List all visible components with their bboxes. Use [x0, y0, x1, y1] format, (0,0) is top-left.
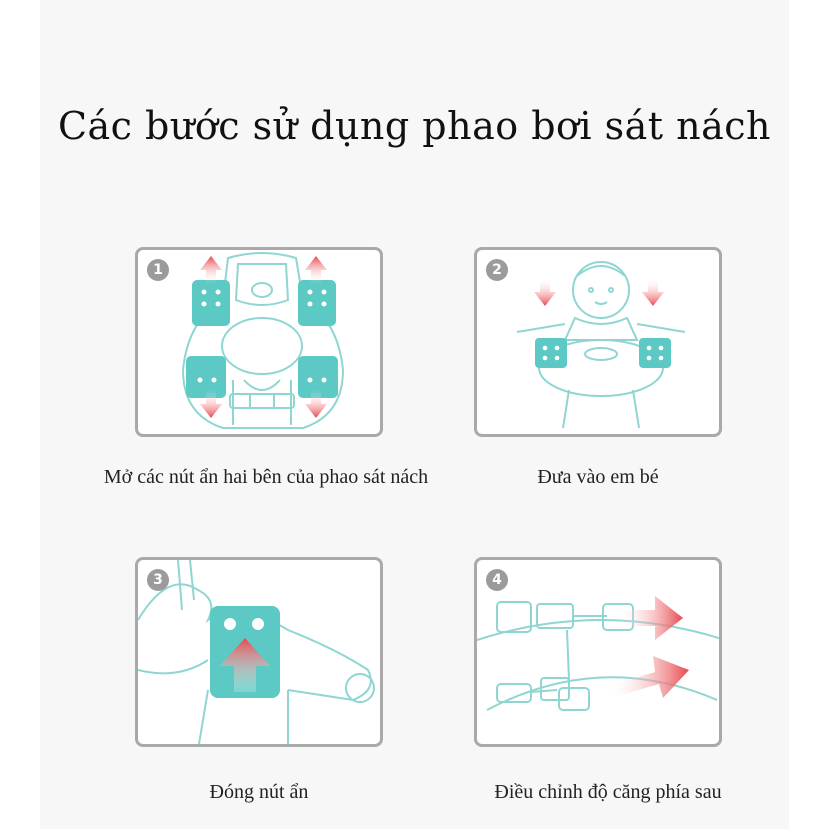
arrow-icon: [607, 596, 689, 698]
step-1-card: [135, 247, 383, 437]
step-number-badge: 4: [486, 569, 508, 591]
step-4-card: [474, 557, 722, 747]
arrow-icon: [534, 278, 664, 306]
step-1-caption: Mở các nút ẩn hai bên của phao sát nách: [103, 466, 429, 488]
step-2-card: [474, 247, 722, 437]
step-3-caption: Đóng nút ẩn: [209, 781, 309, 803]
adjust-strap-illustration: [477, 560, 722, 747]
page-title: Các bước sử dụng phao bơi sát nách: [57, 104, 772, 148]
float-vest-open-illustration: [138, 250, 383, 437]
step-3-card: [135, 557, 383, 747]
step-number-badge: 3: [147, 569, 169, 591]
snap-tab-icon: [535, 338, 671, 368]
step-number-badge: 2: [486, 259, 508, 281]
step-4-caption: Điều chỉnh độ căng phía sau: [494, 781, 722, 803]
step-number-badge: 1: [147, 259, 169, 281]
close-snap-illustration: [138, 560, 383, 747]
baby-in-float-illustration: [477, 250, 722, 437]
step-2-caption: Đưa vào em bé: [537, 466, 659, 488]
